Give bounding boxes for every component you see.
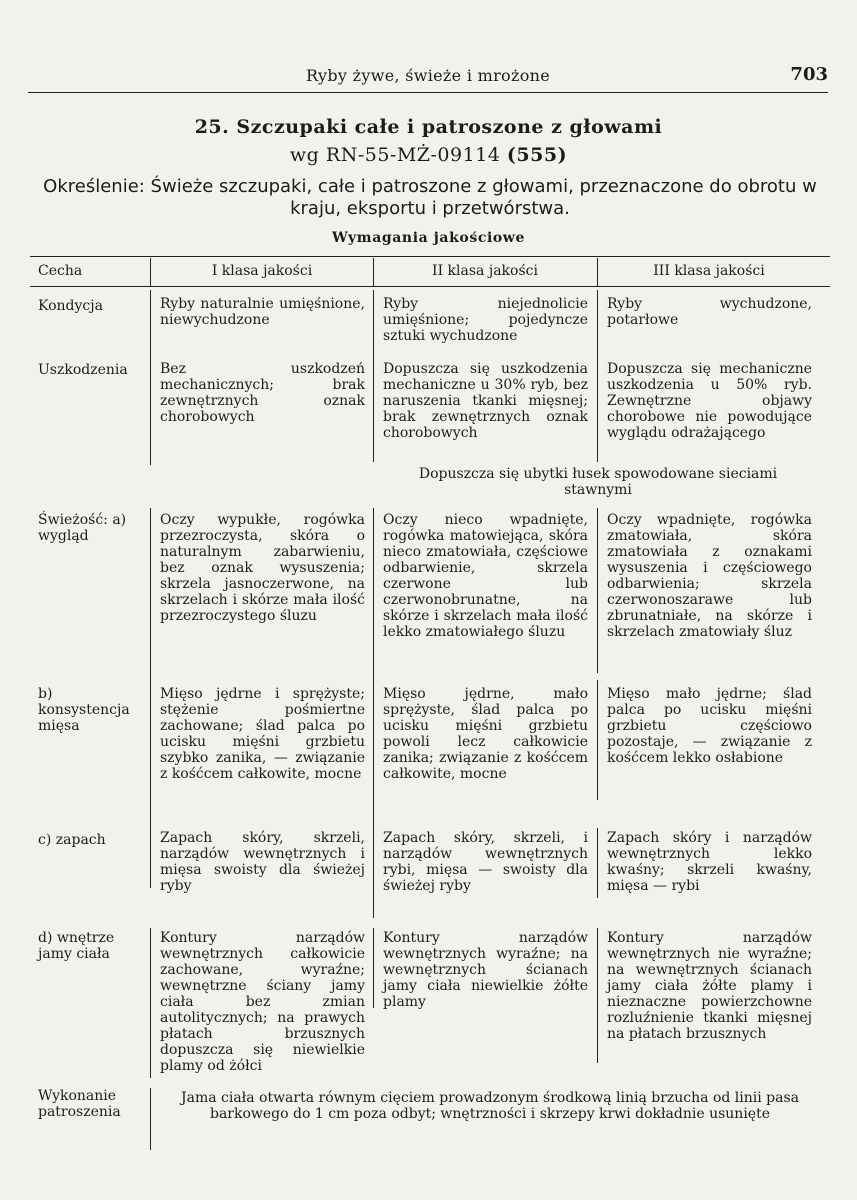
standard-reference bbox=[0, 144, 857, 166]
cell-uszkodzenia-class-3: Dopuszcza się mechaniczne uszkodzenia u 50% ryb. Zewnętrzne objawy chorobowe nie powodujące wyglądu odrażającego bbox=[607, 361, 812, 441]
column-header-cecha: Cecha bbox=[38, 263, 83, 279]
cell-zapach-class-2: Zapach skóry, skrzeli, i narządów wewnętrznych rybi, mięsa — swoisty dla świeżej ryby bbox=[383, 830, 588, 894]
row-label-wyglad: Świeżość: a) wygląd bbox=[38, 512, 127, 544]
column-divider bbox=[597, 828, 598, 898]
cell-konsystencja-class-1: Mięso jędrne i sprężyste; stężenie pośmiertne zachowane; ślad palca po ucisku mięśni grzbietu szybko zanika, — związanie z kośćcem całkowite, mocne bbox=[160, 686, 365, 782]
running-head bbox=[28, 62, 828, 93]
definition-text: Określenie: Świeże szczupaki, całe i patroszone z głowami, przeznaczone do obrotu w kraju, eksportu i przetwórstwa. bbox=[43, 176, 817, 219]
column-divider bbox=[597, 680, 598, 800]
column-divider bbox=[597, 290, 598, 462]
row-label-uszkodzenia: Uszkodzenia bbox=[38, 362, 128, 378]
table-header-rule bbox=[30, 286, 830, 287]
column-divider bbox=[373, 290, 374, 462]
column-divider bbox=[150, 828, 151, 888]
requirements-heading: Wymagania jakościowe bbox=[332, 230, 525, 246]
column-divider bbox=[597, 508, 598, 673]
standard-prefix: wg bbox=[289, 144, 320, 166]
cell-wyglad-class-3: Oczy wpadnięte, rogówka zmatowiała, skóra zmatowiała z oznakami wysuszenia i częściowego odbarwienia; skrzela czerwonoszarawe lub zbrunatniałe, na skórze i skrzelach zmatowiały śluz bbox=[607, 512, 812, 640]
cell-konsystencja-class-3: Mięso mało jędrne; ślad palca po ucisku mięśni grzbietu częściowo pozostaje, — związanie z kośćcem lekko osłabione bbox=[607, 686, 812, 766]
cell-kondycja-class-1: Ryby naturalnie umięśnione, niewychudzone bbox=[160, 296, 365, 328]
cell-uszkodzenia-class-2-3: Dopuszcza się ubytki łusek spowodowane sieciami stawnymi bbox=[418, 466, 778, 498]
cell-wyglad-class-1: Oczy wypukłe, rogówka przezroczysta, skóra o naturalnym zabarwieniu, bez oznak wysuszenia; skrzela jasnoczerwone, na skrzelach i skórze mała ilość przezroczystego śluzu bbox=[160, 512, 365, 624]
column-divider bbox=[597, 258, 598, 286]
running-title: Ryby żywe, świeże i mrożone bbox=[305, 66, 551, 85]
row-label-zapach: c) zapach bbox=[38, 832, 106, 848]
column-divider bbox=[150, 508, 151, 828]
table-top-rule bbox=[30, 256, 830, 257]
cell-wyglad-class-2: Oczy nieco wpadnięte, rogówka matowiejąca, skóra nieco zmatowiała, częściowe odbarwienie, skrzela czerwone lub czerwonobrunatne, na skórze i skrzelach mała ilość lekko zmatowiałego śluzu bbox=[383, 512, 588, 640]
column-divider bbox=[150, 290, 151, 465]
cell-wykonanie-all-classes: Jama ciała otwarta równym cięciem prowadzonym środkową linią brzucha od linii pasa barkowego do 1 cm poza odbyt; wnętrzności i skrzepy krwi dokładnie usunięte bbox=[180, 1090, 800, 1122]
cell-kondycja-class-2: Ryby niejednolicie umięśnione; pojedyncze sztuki wychudzone bbox=[383, 296, 588, 344]
cell-wnetrze-class-2: Kontury narządów wewnętrznych wyraźne; na wewnętrznych ścianach jamy ciała niewielkie żółte plamy bbox=[383, 930, 588, 1010]
section-title: 25. Szczupaki całe i patroszone z głowami bbox=[194, 116, 663, 138]
cell-wnetrze-class-3: Kontury narządów wewnętrznych nie wyraźne; na wewnętrznych ścianach jamy ciała żółte plamy i nieznaczne powierzchowne rozluźnienie tkanki mięsnej na płatach brzusznych bbox=[607, 930, 812, 1042]
cell-uszkodzenia-class-1: Bez uszkodzeń mechanicznych; brak zewnętrznych oznak chorobowych bbox=[160, 361, 365, 425]
column-header-class-1: I klasa jakości bbox=[211, 263, 313, 279]
column-divider bbox=[373, 828, 374, 918]
standard-number: (555) bbox=[506, 144, 568, 166]
cell-zapach-class-3: Zapach skóry i narządów wewnętrznych lekko kwaśny; skrzeli kwaśny, mięsa — rybi bbox=[607, 830, 812, 894]
standard-code: RN-55-MŻ-09114 bbox=[325, 144, 501, 166]
column-divider bbox=[150, 258, 151, 286]
column-divider bbox=[373, 508, 374, 828]
cell-wnetrze-class-1: Kontury narządów wewnętrznych całkowicie zachowane, wyraźne; wewnętrzne ściany jamy ciała bez zmian autolitycznych; na prawych płatach brzusznych dopuszcza się niewielkie plamy od żółci bbox=[160, 930, 365, 1074]
cell-zapach-class-1: Zapach skóry, skrzeli, narządów wewnętrznych i mięsa swoisty dla świeżej ryby bbox=[160, 830, 365, 894]
column-divider bbox=[373, 258, 374, 286]
cell-uszkodzenia-class-2: Dopuszcza się uszkodzenia mechaniczne u 30% ryb, bez naruszenia tkanki mięsnej; brak zewnętrznych oznak chorobowych bbox=[383, 361, 588, 441]
column-header-class-2: II klasa jakości bbox=[432, 263, 538, 279]
row-label-konsystencja: b) konsystencja mięsa bbox=[38, 686, 130, 734]
row-label-kondycja: Kondycja bbox=[38, 298, 103, 314]
column-divider bbox=[597, 928, 598, 1063]
page-number: 703 bbox=[790, 64, 828, 85]
column-divider bbox=[150, 928, 151, 1078]
row-label-wnetrze: d) wnętrze jamy ciała bbox=[38, 930, 115, 962]
column-divider bbox=[373, 928, 374, 1008]
cell-konsystencja-class-2: Mięso jędrne, mało sprężyste, ślad palca po ucisku mięśni grzbietu powoli lecz całkowicie zanika; związanie z kośćcem całkowite, mocne bbox=[383, 686, 588, 782]
column-divider bbox=[150, 1088, 151, 1150]
column-header-class-3: III klasa jakości bbox=[653, 263, 765, 279]
cell-kondycja-class-3: Ryby wychudzone, potarłowe bbox=[607, 296, 812, 328]
row-label-wykonanie: Wykonanie patroszenia bbox=[38, 1088, 121, 1120]
